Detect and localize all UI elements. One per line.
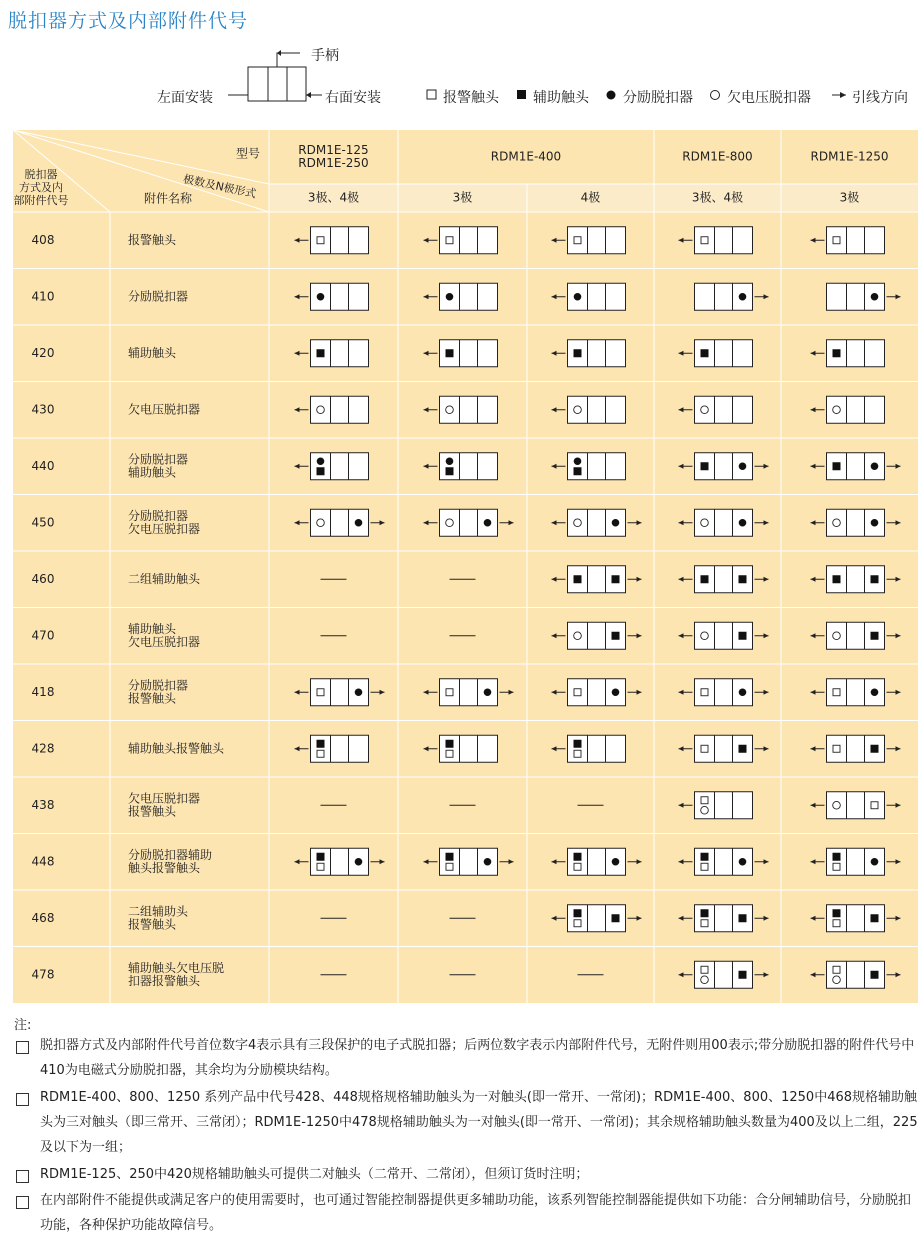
aux-contact-icon xyxy=(574,467,582,475)
row-code-420: 420 xyxy=(31,345,55,360)
lead-right-icon xyxy=(764,916,769,921)
lead-left-icon xyxy=(424,294,429,299)
lead-left-icon xyxy=(679,577,684,582)
lead-left-icon xyxy=(679,351,684,356)
lead-left-icon xyxy=(679,520,684,525)
corner-accessory-label: 附件名称 xyxy=(143,191,193,206)
lead-right-icon xyxy=(637,633,642,638)
alarm-contact-icon xyxy=(446,863,453,870)
poles-header-4: 3极 xyxy=(839,190,860,205)
shunt-release-icon xyxy=(871,519,879,527)
row-name-470: 辅助触头 xyxy=(128,621,177,636)
legend-lead-label: 引线方向 xyxy=(852,90,908,106)
handle-label: 手柄 xyxy=(311,48,339,64)
legend-alarm-label: 报警触头 xyxy=(443,90,499,106)
corner-release-code-label: 方式及内 xyxy=(19,181,63,194)
row-name-440: 辅助触头 xyxy=(128,465,177,480)
lead-left-icon xyxy=(679,464,684,469)
aux-contact-icon xyxy=(739,914,747,922)
shunt-release-icon xyxy=(739,293,747,301)
shunt-release-icon xyxy=(355,519,363,527)
undervoltage-release-icon xyxy=(446,519,454,527)
lead-left-icon xyxy=(679,746,684,751)
lead-left-icon xyxy=(295,294,300,299)
shunt-release-icon xyxy=(484,519,492,527)
alarm-contact-icon xyxy=(317,750,324,757)
lead-left-icon xyxy=(811,577,816,582)
row-name-438: 欠电压脱扣器 xyxy=(128,791,201,806)
shunt-release-icon xyxy=(574,457,582,465)
aux-contact-icon xyxy=(317,740,325,748)
lead-right-icon xyxy=(896,520,901,525)
lead-left-icon xyxy=(552,464,557,469)
alarm-contact-icon xyxy=(701,745,708,752)
lead-left-icon xyxy=(424,407,429,412)
aux-contact-icon xyxy=(739,632,747,640)
aux-contact-icon xyxy=(612,632,620,640)
aux-contact-icon xyxy=(833,462,841,470)
aux-contact-icon xyxy=(871,971,879,979)
alarm-contact-icon xyxy=(871,802,878,809)
model-header-3: RDM1E-1250 xyxy=(810,149,889,164)
alarm-contact-icon xyxy=(446,689,453,696)
aux-contact-icon xyxy=(871,632,879,640)
row-name-448: 触头报警触头 xyxy=(128,860,201,875)
lead-right-icon xyxy=(764,294,769,299)
aux-contact-icon xyxy=(574,349,582,357)
undervoltage-release-icon xyxy=(701,632,709,640)
undervoltage-release-icon xyxy=(701,806,709,814)
lead-left-icon xyxy=(295,690,300,695)
lead-left-icon xyxy=(552,520,557,525)
right-mount-label: 右面安装 xyxy=(325,90,381,106)
lead-left-icon xyxy=(811,633,816,638)
lead-left-icon xyxy=(552,746,557,751)
row-code-418: 418 xyxy=(31,684,55,699)
lead-right-icon xyxy=(764,577,769,582)
square-open-icon xyxy=(427,90,436,99)
undervoltage-release-icon xyxy=(833,632,841,640)
lead-left-icon xyxy=(552,294,557,299)
breaker-box xyxy=(568,735,626,762)
lead-right-icon xyxy=(896,294,901,299)
aux-contact-icon xyxy=(612,575,620,583)
lead-right-icon xyxy=(509,859,514,864)
shunt-release-icon xyxy=(574,293,582,301)
shunt-release-icon xyxy=(871,293,879,301)
undervoltage-release-icon xyxy=(701,406,709,414)
lead-right-icon xyxy=(896,916,901,921)
lead-left-icon xyxy=(679,859,684,864)
undervoltage-release-icon xyxy=(446,406,454,414)
alarm-contact-icon xyxy=(701,797,708,804)
lead-left-icon xyxy=(811,972,816,977)
alarm-contact-icon xyxy=(833,863,840,870)
undervoltage-release-icon xyxy=(833,801,841,809)
accessory-table xyxy=(13,130,918,1003)
row-name-468: 二组辅助头 xyxy=(128,904,189,919)
note-3: RDM1E-125、250中420规格辅助触头可提供二对触头（二常开、二常闭），但须订货时注明； xyxy=(40,1167,589,1182)
alarm-contact-icon xyxy=(574,750,581,757)
lead-right-icon xyxy=(637,859,642,864)
aux-contact-icon xyxy=(871,745,879,753)
row-name-460: 二组辅助触头 xyxy=(128,571,201,586)
aux-contact-icon xyxy=(701,349,709,357)
undervoltage-release-icon xyxy=(574,519,582,527)
row-name-428: 辅助触头报警触头 xyxy=(128,741,225,756)
row-name-418: 分励脱扣器 xyxy=(128,678,189,693)
shunt-release-icon xyxy=(612,858,620,866)
row-code-438: 438 xyxy=(31,797,55,812)
undervoltage-release-icon xyxy=(833,519,841,527)
aux-contact-icon xyxy=(871,575,879,583)
shunt-release-icon xyxy=(871,688,879,696)
lead-left-icon xyxy=(811,238,816,243)
legend-aux-label: 辅助触头 xyxy=(533,90,589,106)
lead-left-icon xyxy=(552,351,557,356)
lead-left-icon xyxy=(295,859,300,864)
breaker-box xyxy=(311,735,369,762)
row-name-430: 欠电压脱扣器 xyxy=(128,402,201,417)
undervoltage-release-icon xyxy=(317,519,325,527)
undervoltage-release-icon xyxy=(574,632,582,640)
lead-right-icon xyxy=(637,520,642,525)
lead-right-icon xyxy=(509,520,514,525)
aux-contact-icon xyxy=(446,349,454,357)
row-name-438: 报警触头 xyxy=(128,804,177,819)
row-name-470: 欠电压脱扣器 xyxy=(128,634,201,649)
row-name-478: 辅助触头欠电压脱 xyxy=(128,960,225,975)
corner-release-code-label: 部附件代号 xyxy=(13,194,69,207)
note-checkbox xyxy=(16,1041,29,1054)
lead-left-icon xyxy=(679,407,684,412)
breaker-box xyxy=(440,453,498,480)
aux-contact-icon xyxy=(701,462,709,470)
alarm-contact-icon xyxy=(317,237,324,244)
aux-contact-icon xyxy=(446,853,454,861)
lead-right-icon xyxy=(637,577,642,582)
lead-left-icon xyxy=(811,351,816,356)
note-checkbox xyxy=(16,1093,29,1106)
shunt-release-icon xyxy=(446,457,454,465)
row-code-478: 478 xyxy=(31,967,55,982)
lead-right-icon xyxy=(764,972,769,977)
aux-contact-icon xyxy=(871,914,879,922)
alarm-contact-icon xyxy=(317,689,324,696)
alarm-contact-icon xyxy=(833,966,840,973)
aux-contact-icon xyxy=(446,740,454,748)
shunt-release-icon xyxy=(612,688,620,696)
lead-left-icon xyxy=(811,464,816,469)
lead-left-icon xyxy=(424,520,429,525)
aux-contact-icon xyxy=(574,575,582,583)
lead-left-icon xyxy=(679,972,684,977)
row-code-448: 448 xyxy=(31,854,55,869)
shunt-release-icon xyxy=(317,457,325,465)
row-name-410: 分励脱扣器 xyxy=(128,289,189,304)
lead-left-icon xyxy=(679,690,684,695)
poles-header-2: 4极 xyxy=(580,190,601,205)
shunt-release-icon xyxy=(355,858,363,866)
aux-contact-icon xyxy=(574,909,582,917)
lead-left-icon xyxy=(811,746,816,751)
dot-filled-icon xyxy=(607,91,616,100)
shunt-release-icon xyxy=(739,688,747,696)
row-code-470: 470 xyxy=(31,628,55,643)
lead-right-icon xyxy=(380,690,385,695)
aux-contact-icon xyxy=(574,740,582,748)
lead-left-icon xyxy=(552,916,557,921)
shunt-release-icon xyxy=(612,519,620,527)
table-grid xyxy=(13,130,918,1003)
breaker-box xyxy=(695,792,753,819)
lead-left-icon xyxy=(552,407,557,412)
aux-contact-icon xyxy=(701,853,709,861)
breaker-box xyxy=(440,735,498,762)
lead-right-icon xyxy=(764,464,769,469)
note-1: 脱扣器方式及内部附件代号首位数字4表示具有三段保护的电子式脱扣器；后两位数字表示内部附件代号，无附件则用00表示;带分励脱扣器的附件代号中410为电磁式分励脱扣器，其余均为分励模块结构。 xyxy=(40,1038,915,1078)
lead-right-icon xyxy=(509,690,514,695)
lead-right-icon xyxy=(380,520,385,525)
lead-right-icon xyxy=(764,746,769,751)
lead-left-icon xyxy=(424,351,429,356)
shunt-release-icon xyxy=(739,858,747,866)
row-code-450: 450 xyxy=(31,515,55,530)
lead-right-icon xyxy=(637,916,642,921)
lead-left-icon xyxy=(679,803,684,808)
corner-poles-label: 极数及N极形式 xyxy=(182,172,258,201)
undervoltage-release-icon xyxy=(701,519,709,527)
breaker-box xyxy=(311,453,369,480)
alarm-contact-icon xyxy=(701,966,708,973)
shunt-release-icon xyxy=(739,519,747,527)
row-code-440: 440 xyxy=(31,458,55,473)
undervoltage-release-icon xyxy=(574,406,582,414)
lead-right-icon xyxy=(896,633,901,638)
aux-contact-icon xyxy=(701,575,709,583)
lead-right-icon xyxy=(764,859,769,864)
row-name-448: 分励脱扣器辅助 xyxy=(128,847,213,862)
aux-contact-icon xyxy=(446,467,454,475)
lead-left-icon xyxy=(424,746,429,751)
lead-left-icon xyxy=(424,859,429,864)
alarm-contact-icon xyxy=(446,237,453,244)
alarm-contact-icon xyxy=(574,689,581,696)
shunt-release-icon xyxy=(871,462,879,470)
lead-left-icon xyxy=(424,690,429,695)
poles-header-3: 3极、4极 xyxy=(691,190,744,205)
aux-contact-icon xyxy=(833,349,841,357)
row-code-468: 468 xyxy=(31,910,55,925)
lead-left-icon xyxy=(552,238,557,243)
lead-left-icon xyxy=(679,916,684,921)
lead-left-icon xyxy=(811,407,816,412)
left-mount-label: 左面安装 xyxy=(157,90,213,106)
undervoltage-release-icon xyxy=(317,406,325,414)
lead-left-icon xyxy=(295,520,300,525)
row-code-430: 430 xyxy=(31,402,55,417)
lead-left-icon xyxy=(552,690,557,695)
poles-header-0: 3极、4极 xyxy=(307,190,360,205)
square-filled-icon xyxy=(517,90,526,99)
shunt-release-icon xyxy=(484,688,492,696)
lead-left-icon xyxy=(811,520,816,525)
aux-contact-icon xyxy=(612,914,620,922)
poles-header-1: 3极 xyxy=(452,190,473,205)
alarm-contact-icon xyxy=(701,920,708,927)
aux-contact-icon xyxy=(317,853,325,861)
breaker-box xyxy=(568,453,626,480)
row-code-428: 428 xyxy=(31,741,55,756)
alarm-contact-icon xyxy=(833,745,840,752)
legend-undervoltage-label: 欠电压脱扣器 xyxy=(727,90,811,106)
lead-right-icon xyxy=(380,859,385,864)
model-header-0: RDM1E-250 xyxy=(298,156,369,170)
model-header-2: RDM1E-800 xyxy=(682,149,753,164)
lead-left-icon xyxy=(811,916,816,921)
corner-release-code-label: 脱扣器 xyxy=(24,168,58,181)
lead-left-icon xyxy=(295,464,300,469)
row-name-468: 报警触头 xyxy=(128,917,177,932)
row-name-408: 报警触头 xyxy=(128,232,177,247)
aux-contact-icon xyxy=(317,349,325,357)
lead-right-icon xyxy=(896,972,901,977)
aux-contact-icon xyxy=(574,853,582,861)
aux-contact-icon xyxy=(739,971,747,979)
lead-right-icon xyxy=(896,859,901,864)
shunt-release-icon xyxy=(871,858,879,866)
lead-right-icon xyxy=(764,520,769,525)
model-header-0: RDM1E-125 xyxy=(298,143,369,157)
aux-contact-icon xyxy=(833,853,841,861)
row-name-418: 报警触头 xyxy=(128,691,177,706)
alarm-contact-icon xyxy=(574,863,581,870)
row-code-410: 410 xyxy=(31,289,55,304)
lead-left-icon xyxy=(811,803,816,808)
alarm-contact-icon xyxy=(701,237,708,244)
lead-left-icon xyxy=(679,238,684,243)
note-checkbox xyxy=(16,1170,29,1183)
aux-contact-icon xyxy=(833,909,841,917)
alarm-contact-icon xyxy=(833,920,840,927)
legend-shunt-label: 分励脱扣器 xyxy=(623,90,693,106)
shunt-release-icon xyxy=(739,462,747,470)
alarm-contact-icon xyxy=(833,237,840,244)
undervoltage-release-icon xyxy=(833,976,841,984)
row-name-440: 分励脱扣器 xyxy=(128,452,189,467)
note-2: RDM1E-400、800、1250 系列产品中代号428、448规格规格辅助触头为一对触头(即一常开、一常闭)；RDM1E-400、800、1250中468规格辅助触头为三对触头（即三常开、三常闭）；RDM1E-1250中478规格辅助触头为一对触头(即一常开、一常闭)；其余规格辅助触头数量为400及以上二组，225及以下为一组； xyxy=(40,1090,918,1155)
lead-left-icon xyxy=(811,690,816,695)
shunt-release-icon xyxy=(355,688,363,696)
lead-left-icon xyxy=(679,633,684,638)
lead-left-icon xyxy=(552,859,557,864)
lead-right-icon xyxy=(896,464,901,469)
lead-left-icon xyxy=(552,577,557,582)
lead-right-icon xyxy=(764,690,769,695)
alarm-contact-icon xyxy=(833,689,840,696)
alarm-contact-icon xyxy=(701,689,708,696)
lead-left-icon xyxy=(424,238,429,243)
lead-right-icon xyxy=(896,690,901,695)
aux-contact-icon xyxy=(317,467,325,475)
aux-contact-icon xyxy=(833,575,841,583)
lead-left-icon xyxy=(295,746,300,751)
lead-right-icon xyxy=(896,803,901,808)
lead-left-icon xyxy=(552,633,557,638)
lead-left-icon xyxy=(295,351,300,356)
lead-right-icon xyxy=(764,633,769,638)
aux-contact-icon xyxy=(739,745,747,753)
shunt-release-icon xyxy=(317,293,325,301)
corner-model-label: 型号 xyxy=(235,146,261,161)
lead-right-icon xyxy=(896,746,901,751)
undervoltage-release-icon xyxy=(701,976,709,984)
circle-open-icon xyxy=(711,91,720,100)
model-header-1: RDM1E-400 xyxy=(490,149,562,164)
lead-right-icon xyxy=(637,690,642,695)
notes-heading: 注: xyxy=(14,1018,32,1033)
lead-left-icon xyxy=(424,464,429,469)
lead-left-icon xyxy=(295,238,300,243)
aux-contact-icon xyxy=(739,575,747,583)
alarm-contact-icon xyxy=(317,863,324,870)
alarm-contact-icon xyxy=(446,750,453,757)
alarm-contact-icon xyxy=(574,920,581,927)
legend xyxy=(0,40,920,110)
alarm-contact-icon xyxy=(701,863,708,870)
row-name-450: 分励脱扣器 xyxy=(128,508,189,523)
row-name-420: 辅助触头 xyxy=(128,345,177,360)
lead-left-icon xyxy=(811,859,816,864)
lead-right-icon xyxy=(896,577,901,582)
page-title: 脱扣器方式及内部附件代号 xyxy=(8,10,249,32)
shunt-release-icon xyxy=(484,858,492,866)
note-4: 在内部附件不能提供或满足客户的使用需要时，也可通过智能控制器提供更多辅助功能，该系列智能控制器能提供如下功能：合分闸辅助信号，分励脱扣功能，各种保护功能故障信号。 xyxy=(40,1193,912,1233)
shunt-release-icon xyxy=(446,293,454,301)
row-name-450: 欠电压脱扣器 xyxy=(128,521,201,536)
aux-contact-icon xyxy=(701,909,709,917)
alarm-contact-icon xyxy=(574,237,581,244)
row-code-460: 460 xyxy=(31,571,55,586)
undervoltage-release-icon xyxy=(833,406,841,414)
row-code-408: 408 xyxy=(31,232,55,247)
note-checkbox xyxy=(16,1196,29,1209)
row-name-478: 扣器报警触头 xyxy=(128,973,201,988)
lead-left-icon xyxy=(295,407,300,412)
